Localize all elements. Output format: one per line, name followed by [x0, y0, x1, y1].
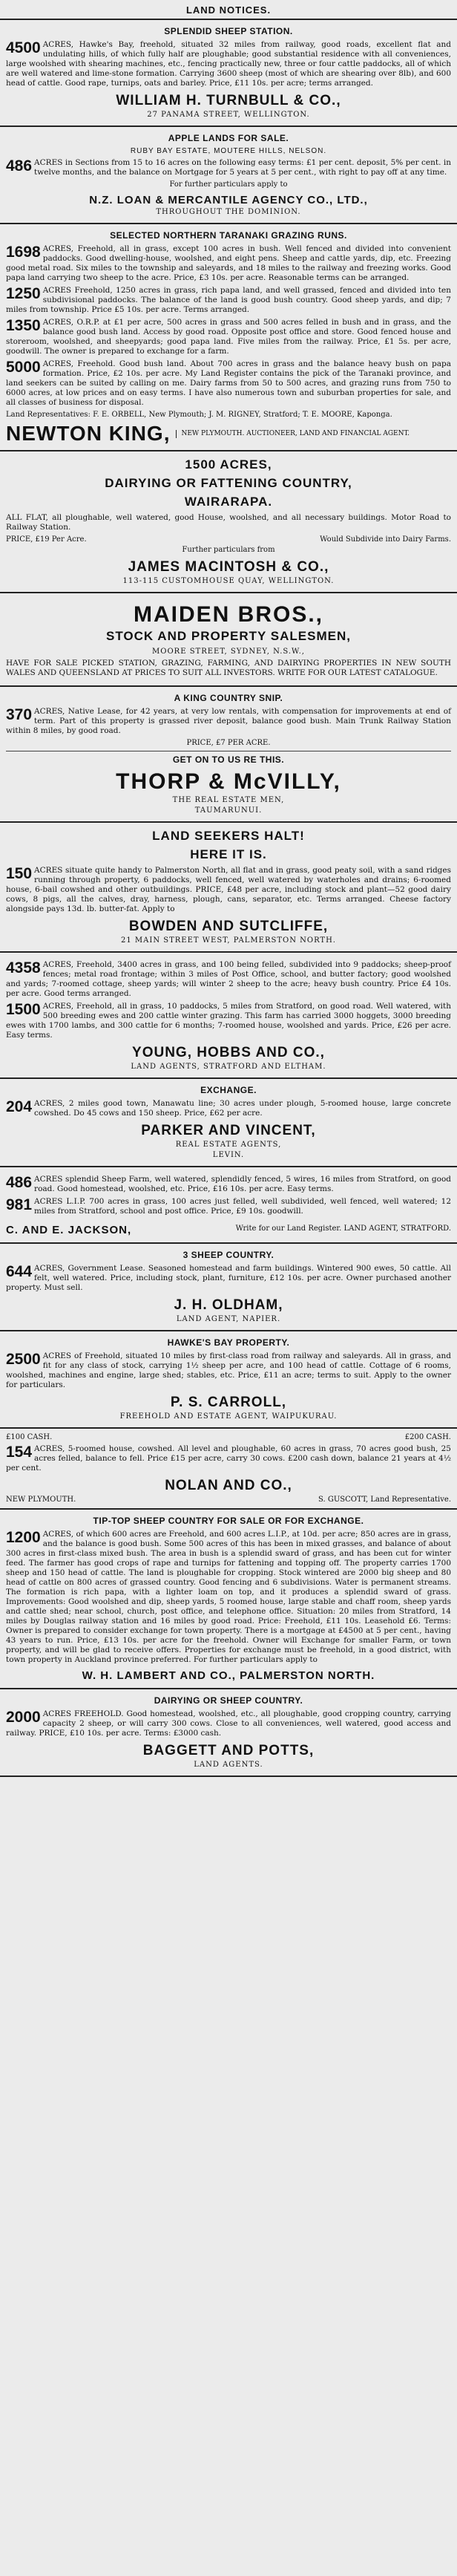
ad-title: HAWKE'S BAY PROPERTY.: [167, 1337, 290, 1348]
listing: [6, 1175, 451, 1194]
section-header: LAND NOTICES.: [0, 0, 457, 20]
listing-text: ACRES, Freehold, all in grass, 10 paddocks, 5 miles from Stratford, on good road. Well watered, with 500 breeding ewes and 200 cattle winter grazing. This farm has carried 3000 hoggets, 3000 breeding ewes with 1700 lambs, and 300 cattle for 6 months; 7-roomed house, woolshed and yards. Price, £26 per acre. Easy terms.: [6, 1002, 451, 1040]
jackson-row: [6, 1219, 451, 1238]
firm-address: THROUGHOUT THE DOMINION.: [156, 208, 301, 216]
listing-acres: 1200: [6, 1529, 41, 1546]
cash-row: [6, 1433, 451, 1441]
firm-name: MAIDEN BROS.,: [133, 602, 323, 627]
listing-acres: 1250: [6, 285, 41, 302]
firm-tagline: THE REAL ESTATE MEN,: [172, 796, 285, 804]
firm-name: N.Z. LOAN & MERCANTILE AGENCY CO., LTD.,: [89, 194, 368, 206]
listing: [6, 40, 451, 88]
ad-subtitle: STOCK AND PROPERTY SALESMEN,: [106, 629, 351, 643]
cash-right: £200 CASH.: [404, 1433, 451, 1441]
firm-name: WILLIAM H. TURNBULL & CO.,: [116, 93, 341, 108]
ad-baggett: [0, 1689, 457, 1777]
listing-text: ACRES Freehold, 1250 acres in grass, rich papa land, and well grassed, fenced and divided into ten subdivisional paddocks. The balance of the land is good bush country. Good sheep yards, and dip; 7 miles from township. Price £5 10s. per acre. Terms arranged.: [6, 286, 451, 314]
ad-land-seekers: [0, 823, 457, 953]
firm-name: BOWDEN AND SUTCLIFFE,: [128, 919, 329, 934]
ad-jackson: [0, 1167, 457, 1244]
listing-acres: 4358: [6, 959, 41, 976]
firm-name: PARKER AND VINCENT,: [141, 1123, 316, 1138]
ad-title: SPLENDID SHEEP STATION.: [164, 26, 293, 36]
firm-address: LAND AGENTS, STRATFORD AND ELTHAM.: [131, 1063, 326, 1071]
listing-text: ACRES FREEHOLD. Good homestead, woolshed, etc., all ploughable, good cropping country, carrying capacity 2 sheep, or will carry 300 cows. Close to all conveniences, well watered, good access and railway. PRICE, £10 10s. per acre. Terms: £3000 cash.: [6, 1709, 451, 1738]
ad-title: A KING COUNTRY SNIP.: [174, 693, 283, 703]
ad-title-3: WAIRARAPA.: [184, 495, 273, 509]
listing: [6, 960, 451, 999]
listing-acres: 150: [6, 865, 33, 882]
ad-taranaki-runs: [0, 224, 457, 451]
listing: [6, 158, 451, 177]
price-row: [6, 535, 451, 544]
listing-text: ACRES, Hawke's Bay, freehold, situated 32 miles from railway, good roads, excellent flat and undulating hills, of which fully half are ploughable; good substantial residence with all conveniences, large woolshed with shearing machines, etc., fencing practically new, three or four cattle paddocks, all of which are well watered and lime-stone formation. Carrying 3600 sheep (most of which are shearing over 8lb), and 600 head of cattle. Good rape, turnips, oats and barley. Price, £11 10s. per acre; terms arranged.: [6, 40, 451, 88]
firm-address: 27 PANAMA STREET, WELLINGTON.: [147, 111, 310, 119]
representative: S. GUSCOTT, Land Representative.: [318, 1496, 451, 1504]
firm-name: P. S. CARROLL,: [170, 1395, 287, 1410]
listing-text: ACRES L.I.P. 700 acres in grass, 100 acres just felled, well subdivided, well fenced, well watered; 12 miles from Stratford, school and post office. Price, £9 10s. goodwill.: [34, 1197, 451, 1216]
listing-acres: 486: [6, 1174, 33, 1191]
ad-title: LAND SEEKERS HALT!: [152, 829, 305, 843]
newton-king-block: [6, 422, 451, 446]
firm-name: THORP & McVILLY,: [116, 769, 341, 794]
ad-title: APPLE LANDS FOR SALE.: [168, 133, 289, 143]
firm-address: Write for our Land Register. LAND AGENT, STRATFORD.: [235, 1225, 451, 1233]
listing-acres: 1350: [6, 317, 41, 334]
listing-acres: 1698: [6, 244, 41, 261]
price: PRICE, £7 PER ACRE.: [186, 739, 271, 747]
listing: [6, 1709, 451, 1738]
listing-acres: 5000: [6, 359, 41, 376]
ad-title: TIP-TOP SHEEP COUNTRY FOR SALE OR FOR EXCHANGE.: [93, 1516, 364, 1526]
listing: [6, 1099, 451, 1118]
firm-name: NEWTON KING,: [6, 422, 171, 445]
listing: [6, 1264, 451, 1293]
land-representatives: Land Representatives: F. E. ORBELL, New Plymouth; J. M. RIGNEY, Stratford; T. E. MOORE, Kaponga.: [6, 411, 392, 419]
listing: [6, 318, 451, 356]
ad-title-2: DAIRYING OR FATTENING COUNTRY,: [105, 476, 352, 490]
firm-name: NOLAN AND CO.,: [165, 1478, 292, 1493]
firm-address: NEW PLYMOUTH. AUCTIONEER, LAND AND FINANCIAL AGENT.: [176, 430, 410, 438]
listing-acres: 4500: [6, 39, 41, 56]
firm-address: NEW PLYMOUTH.: [6, 1496, 76, 1504]
ad-title: DAIRYING OR SHEEP COUNTRY.: [154, 1695, 303, 1706]
price: PRICE, £19 Per Acre.: [6, 535, 87, 544]
listing-acres: 2000: [6, 1709, 41, 1726]
ad-sheep-station: [0, 20, 457, 127]
ad-wairarapa: [0, 451, 457, 593]
listing-text: ACRES situate quite handy to Palmerston North, all flat and in grass, good peaty soil, with a sand ridges running through property, 6 paddocks, well fenced, well watered by waterholes and drains; 6-roomed house, 6-bail cowshed and other outbuildings. PRICE, £48 per acre, including stock and plant—52 good dairy cows, 8 pigs, all the calves, dray, harness, plough, cans, separator, etc. Terms arranged. Cheese factory alongside pays 13d. lb. butter-fat. Apply to: [6, 866, 451, 913]
listing: [6, 866, 451, 914]
listing-acres: 644: [6, 1263, 33, 1280]
listing: [6, 1530, 451, 1665]
listing-acres: 370: [6, 706, 33, 723]
listing: [6, 1197, 451, 1216]
ad-maiden-bros: [0, 593, 457, 687]
firm-name: W. H. LAMBERT AND CO., PALMERSTON NORTH.: [82, 1669, 375, 1682]
listing: [6, 1002, 451, 1040]
ad-title: EXCHANGE.: [200, 1085, 257, 1095]
listing: [6, 359, 451, 408]
firm-address: LAND AGENT, NAPIER.: [176, 1315, 281, 1323]
firm-name: C. AND E. JACKSON,: [6, 1224, 132, 1236]
listing-text: ACRES of Freehold, situated 10 miles by first-class road from railway and saleyards. All in grass, and fit for any class of stock, carrying 1½ sheep per acre, and 100 head of cattle. Cottage of 6 rooms, woolshed, machines and engine, large shed; stables, etc. Price, £11 an acre; terms to suit. Apply to the owner for particulars.: [6, 1351, 451, 1389]
ad-subtitle: RUBY BAY ESTATE, MOUTERE HILLS, NELSON.: [130, 147, 327, 155]
ad-title: SELECTED NORTHERN TARANAKI GRAZING RUNS.: [110, 230, 347, 241]
listing-acres: 1500: [6, 1001, 41, 1018]
ad-oldham: [0, 1244, 457, 1331]
nolan-footer: [6, 1496, 451, 1504]
listing-text: ACRES, Government Lease. Seasoned homestead and farm buildings. Wintered 900 ewes, 50 cattle. All felt, well watered. Price, including stock, plant, furniture, £12 10s. per acre. Owner purchased another property. Must sell.: [6, 1264, 451, 1292]
listing-text: ACRES, O.R.P. at £1 per acre, 500 acres in grass and 500 acres felled in bush and in grass, and the balance good bush land. Access by good road. Opposite post office and store. Good fenced house and storeroom, woolshed, and sheepyards; good papa land. Five miles from the railway. Price, £1 5s. per acre, goodwill. The owner is prepared to exchange for a farm.: [6, 318, 451, 356]
cash-left: £100 CASH.: [6, 1433, 53, 1441]
firm-tagline: REAL ESTATE AGENTS,: [175, 1141, 282, 1149]
listing-text: ACRES, 2 miles good town, Manawatu line; 30 acres under plough, 5-roomed house, large concrete cowshed. Do 45 cows and 150 sheep. Price, £62 per acre.: [34, 1099, 451, 1118]
firm-address: 21 MAIN STREET WEST, PALMERSTON NORTH.: [121, 936, 336, 945]
ad-apple-lands: [0, 127, 457, 224]
firm-address: LEVIN.: [212, 1151, 245, 1159]
listing-acres: 486: [6, 157, 33, 175]
listing-text: ACRES splendid Sheep Farm, well watered, splendidly fenced, 5 wires, 16 miles from Stratford, on good road. Good homestead, woolshed, etc. Price, £16 10s. per acre. Easy terms.: [34, 1175, 451, 1193]
listing: [6, 707, 451, 736]
ad-title: 1500 ACRES,: [185, 457, 272, 472]
listing: [6, 1444, 451, 1473]
ad-note: Further particulars from: [182, 546, 275, 554]
firm-name: YOUNG, HOBBS AND CO.,: [132, 1045, 325, 1060]
ad-note: For further particulars apply to: [169, 180, 288, 189]
ad-king-country: [0, 687, 457, 823]
listing-text: ACRES, Freehold. Good bush land. About 700 acres in grass and the balance heavy bush on papa formation. Price, £2 10s. per acre. My Land Register contains the pick of the Taranaki province, and land seekers can be suited by calling on me. Dairy farms from 50 to 500 acres, and grazing runs from 750 to 6000 acres, at low prices and on easy terms. I have also numerous town and suburban properties for sale, and all classes of business for disposal.: [6, 359, 451, 407]
ad-title-2: HERE IT IS.: [190, 847, 267, 861]
listing-acres: 154: [6, 1444, 33, 1461]
listing-text: ACRES, Native Lease, for 42 years, at very low rentals, with compensation for improvements at end of term. Part of this property is grassed river deposit, balance good bush. Main Trunk Railway Station within 8 miles, by good road.: [6, 707, 451, 735]
ad-tip-top: [0, 1510, 457, 1689]
listing-text: ACRES, of which 600 acres are Freehold, and 600 acres L.I.P., at 10d. per acre; 850 acres are in grass, and the balance is good bush. Some 500 acres of this has been in mixed grasses, and balance of about 300 acres in first-class mixed bush. The area in bush is a splendid sward of grass, and has been cut for winter feed. The farmer has good crops of rape and turnips for fattening and topping off. The property carries 1700 sheep and 150 head of cattle. The land is ploughable for cropping. Stock wintered are 2000 big sheep and 80 head of cattle on 800 acres of grassed country. Good fencing and 6 subdivisions. Water is permanent streams. The formation is rich papa, with a lighter loam on top, and it produces a splendid sward of grass. Improvements: Good woolshed and dip, sheep yards, 5 roomed house, large stable and chaff room, sheep yards and cattle shed; near school, church, post office, and telephone office. Situation: 20 miles from Stratford, 14 miles by Douglas railway station and 16 miles by good road. Price: Freehold, £11 10s. Leasehold £6. Terms: Owner is prepared to consider exchange for town property. There is a mortgage at £4500 at 5 per cent., having 43 years to run. Price, £13 10s. per acre for the freehold. Owner will Exchange for smaller Farm, or town property, and will be glad to receive offers. Properties for exchange must be freehold, in a good district, with town property in Auckland province preferred. For further particulars apply to: [6, 1530, 451, 1664]
ad-hawkes-bay: [0, 1331, 457, 1429]
listing-text: ACRES, Freehold, all in grass, except 100 acres in bush. Well fenced and divided into convenient paddocks. Good dwelling-house, woolshed, and eight pens. Sheep and cattle yards, dip, etc. Freezing good metal road. Six miles to the township and saleyards, and 18 miles to the railway and freezing works. Good papa land carrying two sheep to the acre. Price, £3 10s. per acre. Reasonable terms can be arranged.: [6, 244, 451, 282]
listing-text: ACRES, Freehold, 3400 acres in grass, and 100 being felled, subdivided into 9 paddocks; sheep-proof fences; metal road frontage; within 3 miles of Post Office, school, and butter factory; good woolshed and yards; 7-roomed cottage, sheep yards; will winter 2 sheep to the acre; heavy bush country. Price £4 10s. per acre. Good terms arranged.: [6, 960, 451, 998]
listing-acres: 981: [6, 1196, 33, 1213]
firm-name: JAMES MACINTOSH & CO.,: [128, 559, 329, 575]
ad-exchange: [0, 1079, 457, 1167]
ad-title: 3 SHEEP COUNTRY.: [183, 1250, 274, 1260]
listing: [6, 244, 451, 283]
firm-name: BAGGETT AND POTTS,: [142, 1743, 315, 1758]
listing-text: HAVE FOR SALE PICKED STATION, GRAZING, FARMING, AND DAIRYING PROPERTIES IN NEW SOUTH WALES AND QUEENSLAND AT PRICES TO SUIT ALL INVESTORS. WRITE FOR OUR LATEST CATALOGUE.: [6, 659, 451, 677]
price-note: Would Subdivide into Dairy Farms.: [320, 535, 451, 544]
listing-acres: 2500: [6, 1351, 41, 1368]
firm-address: FREEHOLD AND ESTATE AGENT, WAIPUKURAU.: [119, 1412, 338, 1421]
listing: [6, 1351, 451, 1390]
firm-name: J. H. OLDHAM,: [174, 1297, 283, 1313]
listing-text: ACRES, 5-roomed house, cowshed. All level and ploughable, 60 acres in grass, 70 acres good bush, 25 acres felled, balance to fell. Price £15 per acre, carry 30 cows. £200 cash down, balance 21 years at 4½ per cent.: [6, 1444, 451, 1473]
firm-address: TAUMARUNUI.: [194, 806, 263, 815]
firm-address: MOORE STREET, SYDNEY, N.S.W.,: [152, 648, 305, 656]
ad-young-hobbs: [0, 953, 457, 1079]
ad-nolan: [0, 1429, 457, 1510]
listing: [6, 286, 451, 315]
ad-note: GET ON TO US RE THIS.: [172, 754, 285, 765]
listing-acres: 204: [6, 1098, 33, 1115]
listing-text: ACRES in Sections from 15 to 16 acres on the following easy terms: £1 per cent. deposit, 5% per cent. in twelve months, and the balance on Mortgage for 5 years at 5 per cent., with right to pay off at any time.: [34, 158, 451, 177]
firm-address: 113-115 CUSTOMHOUSE QUAY, WELLINGTON.: [122, 577, 335, 585]
firm-address: LAND AGENTS.: [194, 1761, 263, 1769]
listing-text: ALL FLAT, all ploughable, well watered, good House, woolshed, and all necessary buildings. Motor Road to Railway Station.: [6, 513, 451, 532]
